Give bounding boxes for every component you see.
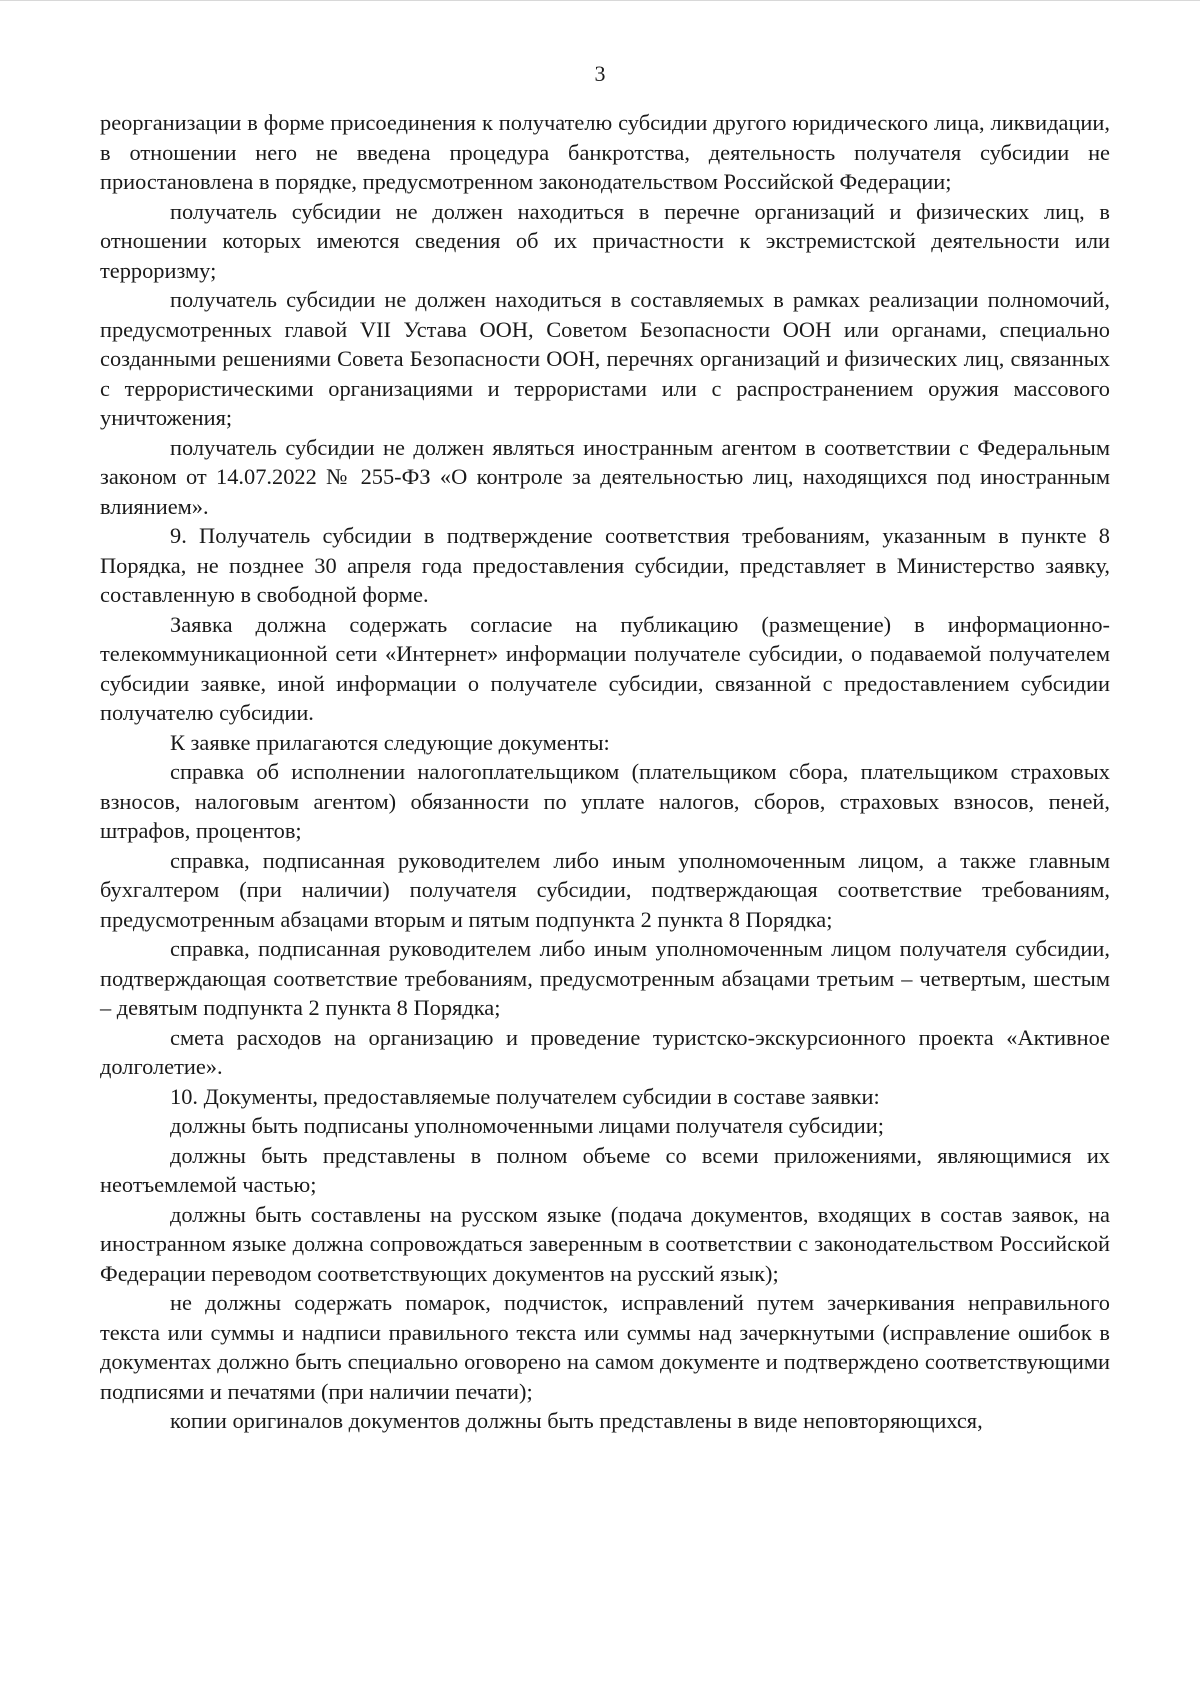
document-body bbox=[100, 108, 1110, 1436]
paragraph: К заявке прилагаются следующие документы: bbox=[170, 729, 610, 755]
paragraph: должны быть представлены в полном объеме со всеми приложениями, являющимися их неотъемлемой частью; bbox=[100, 1142, 1110, 1197]
paragraph: справка, подписанная руководителем либо иным уполномоченным лицом, а также главным бухгалтером (при наличии) получателя субсидии, подтверждающая соответствие требованиям, предусмотренным абзацами вторым и пятым подпункта 2 пункта 8 Порядка; bbox=[100, 847, 1110, 932]
paragraph: смета расходов на организацию и проведение туристско-экскурсионного проекта «Активное долголетие». bbox=[100, 1024, 1110, 1079]
paragraph: получатель субсидии не должен находиться в перечне организаций и физических лиц, в отношении которых имеются сведения об их причастности к экстремистской деятельности или терроризму; bbox=[100, 198, 1110, 283]
paragraph: должны быть подписаны уполномоченными лицами получателя субсидии; bbox=[170, 1113, 884, 1138]
paragraph: 10. Документы, предоставляемые получателем субсидии в составе заявки: bbox=[170, 1083, 880, 1109]
paragraph: 9. Получатель субсидии в подтверждение соответствия требованиям, указанным в пункте 8 Порядка, не позднее 30 апреля года предоставления субсидии, представляет в Министерство заявку, составленную в свободной форме. bbox=[100, 523, 1110, 607]
paragraph: не должны содержать помарок, подчисток, исправлений путем зачеркивания неправильного текста или суммы и надписи правильного текста или суммы над зачеркнутыми (исправление ошибок в документах должно быть специально оговорено на самом документе и подтверждено соответствующими подписями и печатями (при наличии печати); bbox=[100, 1290, 1110, 1404]
paragraph: реорганизации в форме присоединения к получателю субсидии другого юридического лица, ликвидации, в отношении него не введена процедура банкротства, деятельность получателя субсидии не приостановлена в порядке, предусмотренном законодательством Российской Федерации; bbox=[100, 110, 1110, 194]
page-number: 3 bbox=[594, 61, 606, 86]
paragraph: копии оригиналов документов должны быть представлены в виде неповторяющихся, bbox=[170, 1408, 983, 1433]
paragraph: получатель субсидии не должен являться иностранным агентом в соответствии с Федеральным законом от 14.07.2022 № 255-ФЗ «О контроле за деятельностью лиц, находящихся под иностранным влиянием». bbox=[100, 434, 1110, 519]
paragraph: должны быть составлены на русском языке (подача документов, входящих в состав заявок, на иностранном языке должна сопровождаться заверенным в соответствии с законодательством Российской Федерации переводом соответствующих документов на русский язык); bbox=[100, 1201, 1110, 1286]
paragraph: справка об исполнении налогоплательщиком (плательщиком сбора, плательщиком страховых взносов, налоговым агентом) обязанности по уплате налогов, сборов, страховых взносов, пеней, штрафов, процентов; bbox=[100, 759, 1110, 843]
paragraph: получатель субсидии не должен находиться в составляемых в рамках реализации полномочий, предусмотренных главой VII Устава ООН, Советом Безопасности ООН или органами, специально созданными решениями Совета Безопасности ООН, перечнях организаций и физических лиц, связанных с террористическими организациями и террористами или с распространением оружия массового уничтожения; bbox=[100, 287, 1110, 430]
paragraph: справка, подписанная руководителем либо иным уполномоченным лицом получателя субсидии, подтверждающая соответствие требованиям, предусмотренным абзацами третьим – четвертым, шестым – девятым подпункта 2 пункта 8 Порядка; bbox=[100, 936, 1110, 1020]
paragraph: Заявка должна содержать согласие на публикацию (размещение) в информационно-телекоммуникационной сети «Интернет» информации получателе субсидии, о подаваемой получателем субсидии заявке, иной информации о получателе субсидии, связанной с предоставлением субсидии получателю субсидии. bbox=[100, 611, 1110, 725]
